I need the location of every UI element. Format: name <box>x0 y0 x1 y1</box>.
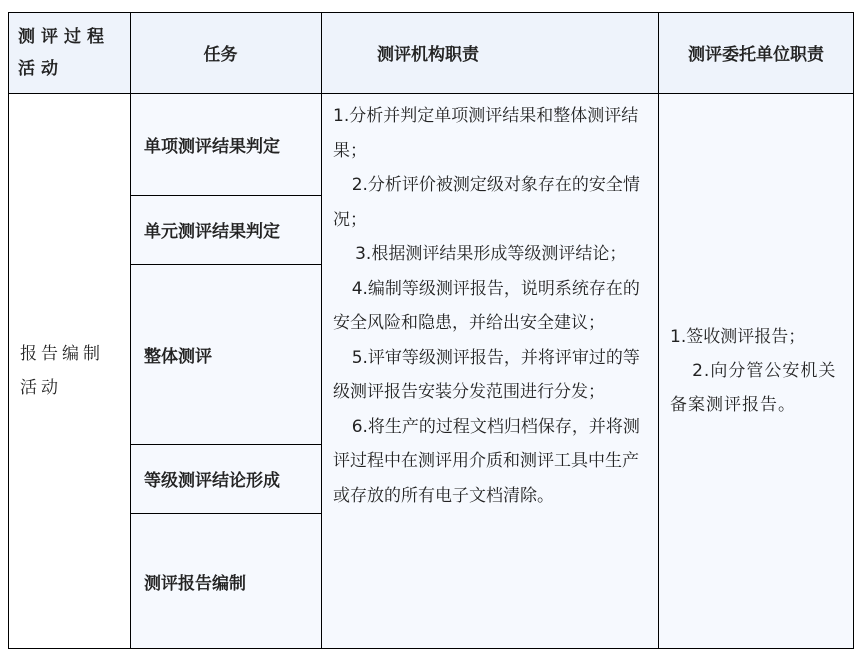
org-duty-item: 4.编制等级测评报告，说明系统存在的安全风险和隐患，并给出安全建议； <box>333 278 640 333</box>
duty-table <box>8 12 854 649</box>
client-duty-list <box>670 320 842 422</box>
header-activity: 测评过程活动 <box>8 12 130 93</box>
client-duty-item: 2.向分管公安机关备案测评报告。 <box>670 361 837 415</box>
table-border-right <box>853 12 854 649</box>
task-cell: 等级测评结论形成 <box>130 444 321 513</box>
org-duty-item: 2.分析评价被测定级对象存在的安全情况； <box>333 175 640 230</box>
task-cell: 整体测评 <box>130 264 321 444</box>
org-duty-item: 3.根据测评结果形成等级测评结论； <box>355 244 627 264</box>
org-duty-item: 5.评审等级测评报告，并将评审过的等级测评报告安装分发范围进行分发； <box>333 347 640 402</box>
column-divider <box>658 12 659 649</box>
client-duty-cell <box>658 93 854 649</box>
task-row-divider <box>130 513 321 514</box>
header-org-duty: 测评机构职责 <box>321 12 658 93</box>
task-row-divider <box>130 195 321 196</box>
task-cell: 测评报告编制 <box>130 513 321 649</box>
header-client-duty: 测评委托单位职责 <box>658 12 854 93</box>
column-divider <box>321 12 322 649</box>
org-duty-item: 1.分析并判定单项测评结果和整体测评结果； <box>333 106 639 161</box>
column-divider <box>130 12 131 649</box>
header-divider <box>8 93 854 94</box>
table-border-left <box>8 12 9 649</box>
client-duty-item: 1.签收测评报告； <box>670 327 806 347</box>
task-cell: 单元测评结果判定 <box>130 195 321 264</box>
header-task: 任务 <box>130 12 321 93</box>
activity-cell: 报告编制活动 <box>20 344 104 398</box>
table-border-bottom <box>8 648 854 649</box>
table-border-top <box>8 12 854 13</box>
task-row-divider <box>130 264 321 265</box>
org-duty-item: 6.将生产的过程文档归档保存，并将测评过程中在测评用介质和测评工具中生产或存放的所有电子文档清除。 <box>333 416 640 506</box>
task-cell: 单项测评结果判定 <box>130 93 321 195</box>
org-duty-cell <box>321 93 658 649</box>
task-row-divider <box>130 444 321 445</box>
